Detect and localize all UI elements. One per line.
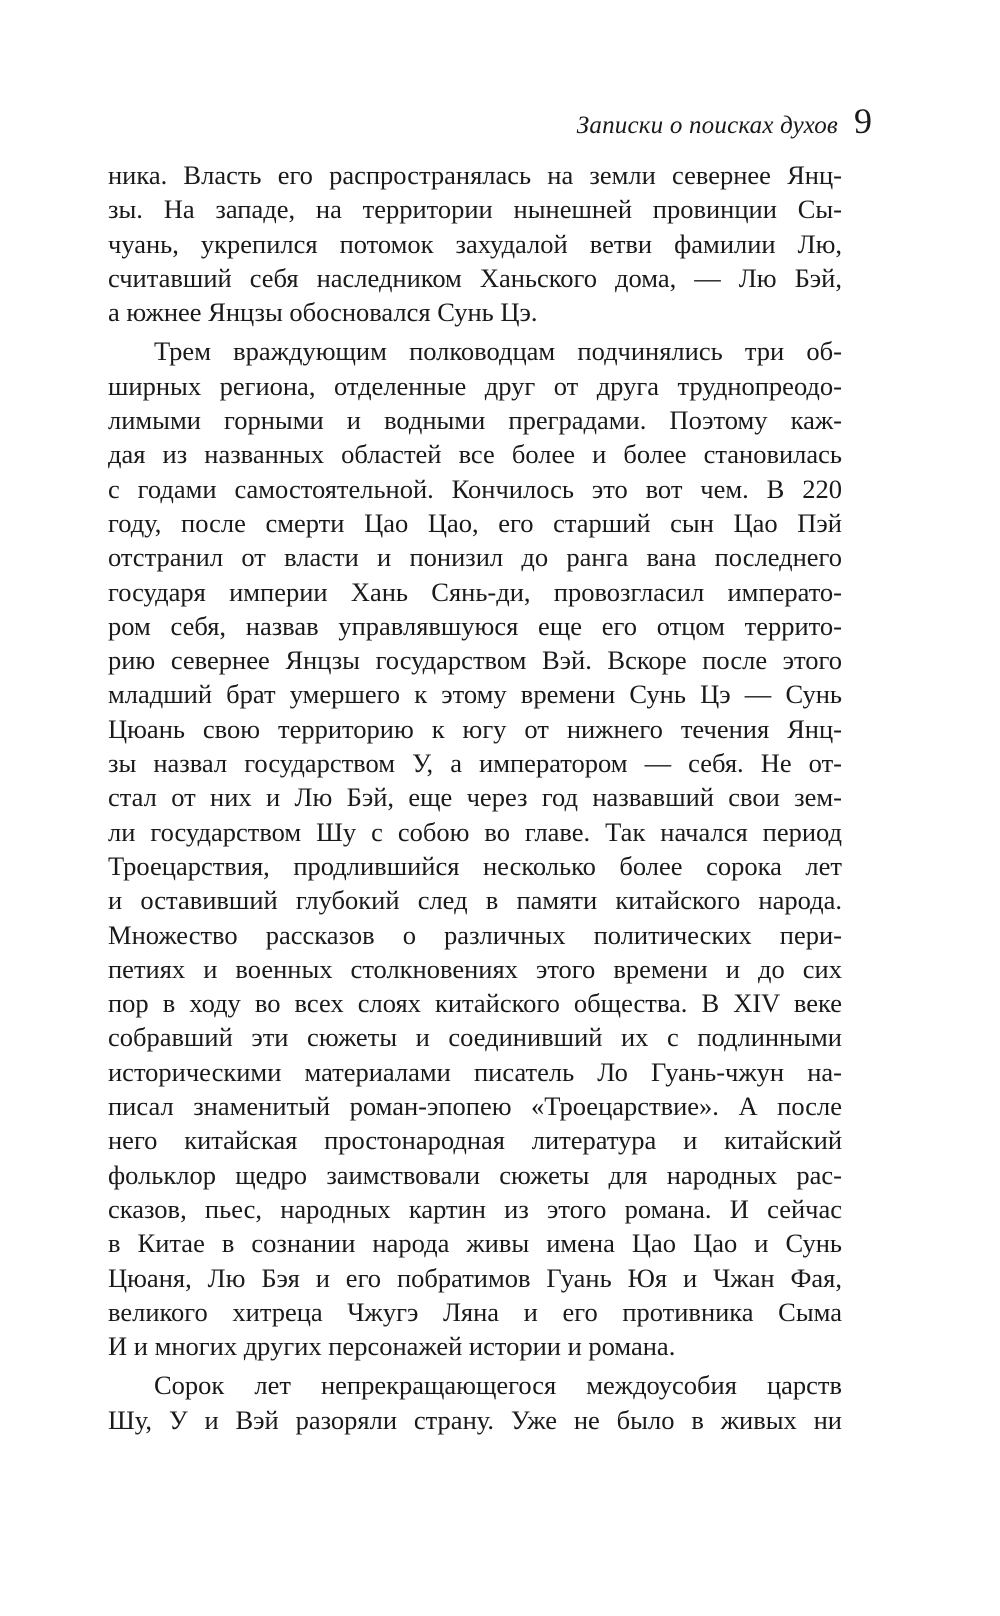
text-line: а южнее Янцзы обосновался Сунь Цэ. [108, 297, 538, 328]
body-text [108, 158, 842, 1437]
text-line: петиях и военных столкновениях этого времени и до сих [108, 953, 842, 984]
text-line: ром себя, назвав управлявшуюся еще его отцом террито- [108, 610, 842, 641]
text-line: Трем враждующим полководцам подчинялись три об- [154, 336, 842, 367]
running-head [577, 100, 872, 142]
text-line: фольклор щедро заимствовали сюжеты для народных рас- [108, 1159, 842, 1190]
text-line: историческими материалами писатель Ло Гуань-чжун на- [108, 1056, 842, 1087]
text-line: писал знаменитый роман-эпопею «Троецарствие». А после [108, 1091, 842, 1122]
text-line: году, после смерти Цао Цао, его старший сын Цао Пэй [108, 507, 842, 538]
text-line: дая из названных областей все более и более становилась [108, 439, 842, 470]
text-line: ширных региона, отделенные друг от друга труднопреодо- [108, 370, 842, 401]
text-line: и оставивший глубокий след в памяти китайского народа. [108, 885, 842, 916]
text-line: И и многих других персонажей истории и романа. [108, 1331, 676, 1362]
text-line: чуань, укрепился потомок захудалой ветви фамилии Лю, [108, 228, 842, 259]
text-line: зы назвал государством У, а императором — себя. Не от- [108, 748, 842, 779]
text-line: сказов, пьес, народных картин из этого романа. И сейчас [108, 1193, 842, 1224]
text-line: Множество рассказов о различных политических пери- [108, 919, 842, 950]
text-line: младший брат умершего к этому времени Сунь Цэ — Сунь [108, 679, 842, 710]
paragraph-3 [108, 1368, 842, 1437]
paragraph-1 [108, 158, 842, 329]
text-line: в Китае в сознании народа живы имена Цао Цао и Сунь [108, 1228, 842, 1259]
text-line: Троецарствия, продлившийся несколько более сорока лет [108, 850, 842, 881]
text-line: собравший эти сюжеты и соединивший их с подлинными [108, 1022, 842, 1053]
text-line: с годами самостоятельной. Кончилось это вот чем. В 220 [108, 473, 842, 504]
text-line: рию севернее Янцзы государством Вэй. Вскоре после этого [108, 645, 842, 676]
text-line: пор в ходу во всех слоях китайского общества. В XIV веке [108, 988, 842, 1019]
text-line: зы. На западе, на территории нынешней провинции Сы- [108, 194, 842, 225]
text-line: стал от них и Лю Бэй, еще через год назвавший свои зем- [108, 782, 842, 813]
running-title: Записки о поисках духов [576, 112, 838, 139]
paragraph-2 [108, 334, 842, 1363]
text-line: Цюань свою территорию к югу от нижнего течения Янц- [108, 713, 842, 744]
text-line: Шу, У и Вэй разоряли страну. Уже не было в живых ни [108, 1404, 842, 1435]
text-line: ли государством Шу с собою во главе. Так начался период [108, 816, 842, 847]
text-line: Цюаня, Лю Бэя и его побратимов Гуань Юя и Чжан Фая, [108, 1262, 842, 1293]
text-line: великого хитреца Чжугэ Ляна и его противника Сыма [108, 1296, 842, 1327]
text-line: него китайская простонародная литература и китайский [108, 1125, 842, 1156]
page-number: 9 [854, 101, 872, 141]
text-line: ника. Власть его распространялась на земли севернее Янц- [108, 160, 842, 190]
text-line: Сорок лет непрекращающегося междоусобия царств [154, 1370, 842, 1401]
text-line: отстранил от власти и понизил до ранга вана последнего [108, 542, 842, 573]
text-line: лимыми горными и водными преградами. Поэтому каж- [108, 405, 842, 436]
text-line: считавший себя наследником Ханьского дома, — Лю Бэй, [108, 262, 842, 293]
text-line: государя империи Хань Сянь-ди, провозгласил императо- [108, 576, 842, 607]
